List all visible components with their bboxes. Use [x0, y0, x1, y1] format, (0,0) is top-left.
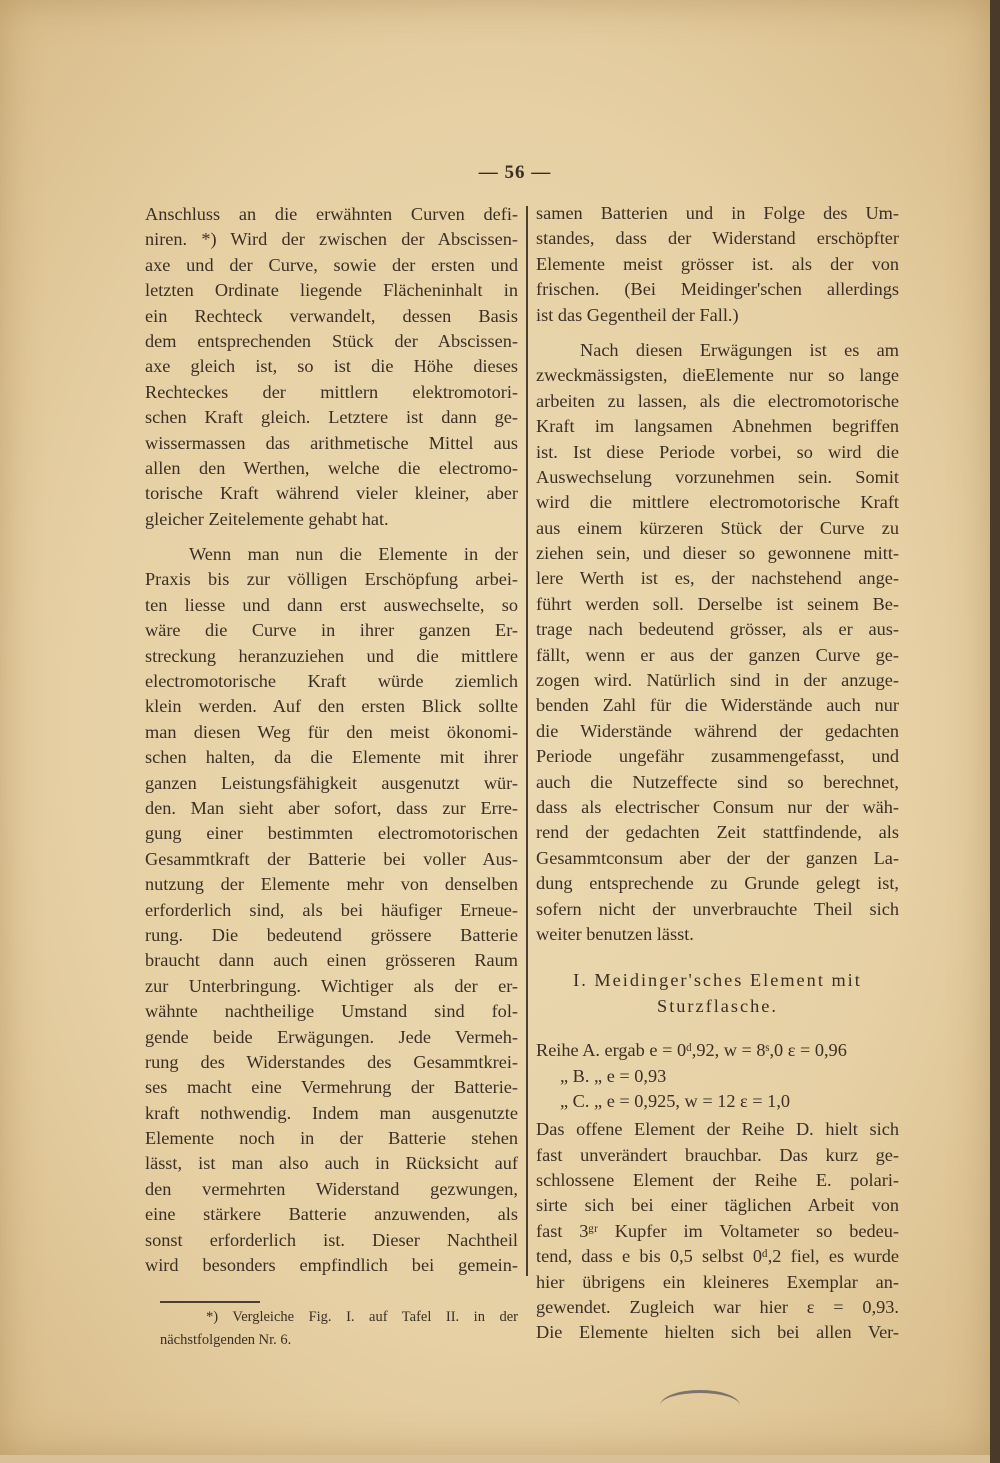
- column-divider: [526, 206, 528, 1276]
- footnote: [160, 1306, 518, 1352]
- text-line: lere Werth ist es, der nachstehend ange-: [536, 568, 899, 589]
- text-line: aus einem kürzeren Stück der Curve zu: [536, 517, 899, 538]
- page-number: — 56 —: [478, 162, 552, 183]
- text-line: gende beide Erwägungen. Jede Vermeh-: [145, 1026, 518, 1047]
- text-line: Anschluss an die erwähnten Curven defi-: [145, 204, 518, 224]
- text-line: klein werden. Auf den ersten Blick sollte: [145, 696, 518, 717]
- paragraph: [536, 201, 899, 328]
- text-line: lässt, ist man also auch in Rücksicht auf: [145, 1153, 518, 1174]
- text-line: zur Unterbringung. Wichtiger als der er-: [145, 975, 518, 996]
- binding-edge: [990, 0, 1000, 1463]
- text-line: die Widerstände während der gedachten: [536, 720, 899, 741]
- text-line: Reihe A. ergab e = 0ᵈ,92, w = 8ˢ,0 ε = 0,96: [536, 1040, 847, 1061]
- results-list: [536, 1038, 899, 1114]
- text-line: electromotorische Kraft würde ziemlich: [145, 671, 518, 692]
- text-line: ganzen Leistungsfähigkeit ausgenutzt wür-: [145, 772, 518, 793]
- text-line: Gesammtconsum aber der der ganzen La-: [536, 847, 899, 868]
- text-line: dem entsprechenden Stück der Abscissen-: [145, 330, 518, 351]
- text-line: nutzung der Elemente mehr von denselben: [145, 874, 518, 895]
- paragraph: [536, 338, 899, 947]
- text-line: arbeiten zu lassen, als die electromotorische: [536, 390, 899, 411]
- text-line: Auswechselung vorzunehmen sein. Somit: [536, 466, 899, 487]
- text-line: den. Man sieht aber sofort, dass zur Erre-: [145, 797, 518, 818]
- text-line: Das offene Element der Reihe D. hielt sich: [536, 1119, 899, 1140]
- text-line: fast 3ᵍʳ Kupfer im Voltameter so bedeu-: [536, 1220, 899, 1241]
- text-line: wird die mittlere electromotorische Kraft: [536, 492, 899, 513]
- text-line: Periode ungefähr zusammengefasst, und: [536, 746, 899, 767]
- text-line: Nach diesen Erwägungen ist es am: [580, 339, 899, 360]
- text-line: fast unverändert brauchbar. Das kurz ge-: [536, 1144, 899, 1165]
- text-line: eine stärkere Batterie anzuwenden, als: [145, 1204, 518, 1225]
- text-line: Kraft im langsamen Abnehmen begriffen: [536, 416, 899, 437]
- section-heading: [536, 968, 899, 1019]
- text-line: ist das Gegentheil der Fall.): [536, 304, 739, 325]
- text-line: schen Kraft gleich. Letztere ist dann ge-: [145, 407, 518, 428]
- text-line: gleicher Zeitelemente gehabt hat.: [145, 508, 389, 529]
- text-line: Rechteckes der mittlern elektromotori-: [145, 381, 518, 402]
- paragraph-gap: [536, 328, 899, 338]
- text-line: benden Zahl für die Widerstände auch nur: [536, 695, 899, 716]
- text-line: nächstfolgenden Nr. 6.: [160, 1332, 292, 1348]
- text-line: streckung heranzuziehen und die mittlere: [145, 645, 518, 666]
- text-line: rung. Die bedeutend grössere Batterie: [145, 924, 518, 945]
- footnote-text: [160, 1306, 518, 1352]
- text-line: rend der gedachten Zeit stattfindende, als: [536, 822, 899, 843]
- text-line: frischen. (Bei Meidinger'schen allerdings: [536, 279, 899, 300]
- text-line: den vermehrten Widerstand gezwungen,: [145, 1178, 518, 1199]
- paragraph: [536, 1117, 899, 1346]
- text-line: rung des Widerstandes des Gesammtkrei-: [145, 1051, 518, 1072]
- text-line: „ B. „ e = 0,93: [560, 1065, 667, 1086]
- paragraph: [145, 202, 518, 532]
- paragraph-gap: [536, 947, 899, 968]
- text-line: wird besonders empfindlich bei gemein-: [145, 1255, 518, 1276]
- text-line: zweckmässigsten, dieElemente nur so lange: [536, 365, 899, 386]
- footnote-rule: [160, 1301, 260, 1303]
- text-line: *) Vergleiche Fig. I. auf Tafel II. in der: [206, 1309, 518, 1325]
- text-line: gewendet. Zugleich war hier ε = 0,93.: [536, 1297, 899, 1318]
- text-line: I. Meidinger'sches Element mit: [573, 970, 862, 991]
- text-line: zogen wird. Natürlich sind in der anzuge-: [536, 670, 899, 691]
- text-line: schlossene Element der Reihe E. polari-: [536, 1170, 899, 1191]
- text-line: Elemente noch in der Batterie stehen: [145, 1128, 518, 1149]
- left-column: [145, 202, 518, 1278]
- text-line: wäre die Curve in ihrer ganzen Er-: [145, 620, 518, 641]
- text-line: kraft nothwendig. Indem man ausgenutzte: [145, 1102, 518, 1123]
- text-line: erforderlich sind, als bei häufiger Erneue-: [145, 899, 518, 920]
- text-line: „ C. „ e = 0,925, w = 12 ε = 1,0: [560, 1090, 791, 1111]
- text-line: wissermassen das arithmetische Mittel aus: [145, 432, 518, 453]
- text-line: torische Kraft während vieler kleiner, aber: [145, 483, 518, 504]
- text-line: tend, dass e bis 0,5 selbst 0ᵈ,2 fiel, es wurde: [536, 1246, 899, 1267]
- text-line: allen den Werthen, welche die electromo-: [145, 457, 518, 478]
- paragraph-gap: [536, 1019, 899, 1038]
- text-line: weiter benutzen lässt.: [536, 923, 694, 944]
- text-line: axe und der Curve, sowie der ersten und: [145, 254, 518, 275]
- text-line: fällt, wenn er aus der ganzen Curve ge-: [536, 644, 899, 665]
- text-line: niren. *) Wird der zwischen der Abscissen-: [145, 229, 518, 250]
- paragraph: [145, 542, 518, 1278]
- text-line: sirte sich bei einer täglichen Arbeit von: [536, 1195, 899, 1216]
- text-line: Praxis bis zur völligen Erschöpfung arbei-: [145, 569, 518, 590]
- text-line: sofern nicht der unverbrauchte Theil sich: [536, 898, 899, 919]
- text-line: wähnte nachtheilige Umstand sind fol-: [145, 1001, 518, 1022]
- text-line: dass als electrischer Consum nur der wäh-: [536, 796, 899, 817]
- text-line: sonst erforderlich ist. Dieser Nachtheil: [145, 1229, 518, 1250]
- text-line: Wenn man nun die Elemente in der: [189, 544, 518, 565]
- text-line: ziehen sein, und dieser so gewonnene mitt-: [536, 543, 899, 564]
- library-stamp: [660, 1390, 740, 1421]
- text-line: Die Elemente hielten sich bei allen Ver-: [536, 1322, 899, 1343]
- text-line: führt werden soll. Derselbe ist seinem Be-: [536, 593, 899, 614]
- right-column: [536, 201, 899, 1346]
- text-line: schen halten, da die Elemente mit ihrer: [145, 747, 518, 768]
- text-line: ein Rechteck verwandelt, dessen Basis: [145, 305, 518, 326]
- text-line: axe gleich ist, so ist die Höhe dieses: [145, 356, 518, 377]
- text-line: Elemente meist grösser ist. als der von: [536, 253, 899, 274]
- text-line: braucht dann auch einen grösseren Raum: [145, 950, 518, 971]
- text-line: gung einer bestimmten electromotorischen: [145, 823, 518, 844]
- text-line: trage nach bedeutend grösser, als er aus-: [536, 619, 899, 640]
- text-line: Sturzflasche.: [657, 995, 778, 1016]
- text-line: ses macht eine Vermehrung der Batterie-: [145, 1077, 518, 1098]
- text-line: auch die Nutzeffecte sind so berechnet,: [536, 771, 899, 792]
- text-line: samen Batterien und in Folge des Um-: [536, 203, 899, 223]
- text-line: letzten Ordinate liegende Flächeninhalt in: [145, 280, 518, 301]
- text-line: dung entsprechende zu Grunde gelegt ist,: [536, 873, 899, 894]
- text-line: hier übrigens ein kleineres Exemplar an-: [536, 1271, 899, 1292]
- paragraph-gap: [145, 532, 518, 542]
- text-line: man diesen Weg für den meist ökonomi-: [145, 721, 518, 742]
- text-line: ist. Ist diese Periode vorbei, so wird die: [536, 441, 899, 462]
- text-line: standes, dass der Widerstand erschöpfter: [536, 228, 899, 249]
- text-line: ten liesse und dann erst auswechselte, so: [145, 594, 518, 615]
- text-line: Gesammtkraft der Batterie bei voller Aus-: [145, 848, 518, 869]
